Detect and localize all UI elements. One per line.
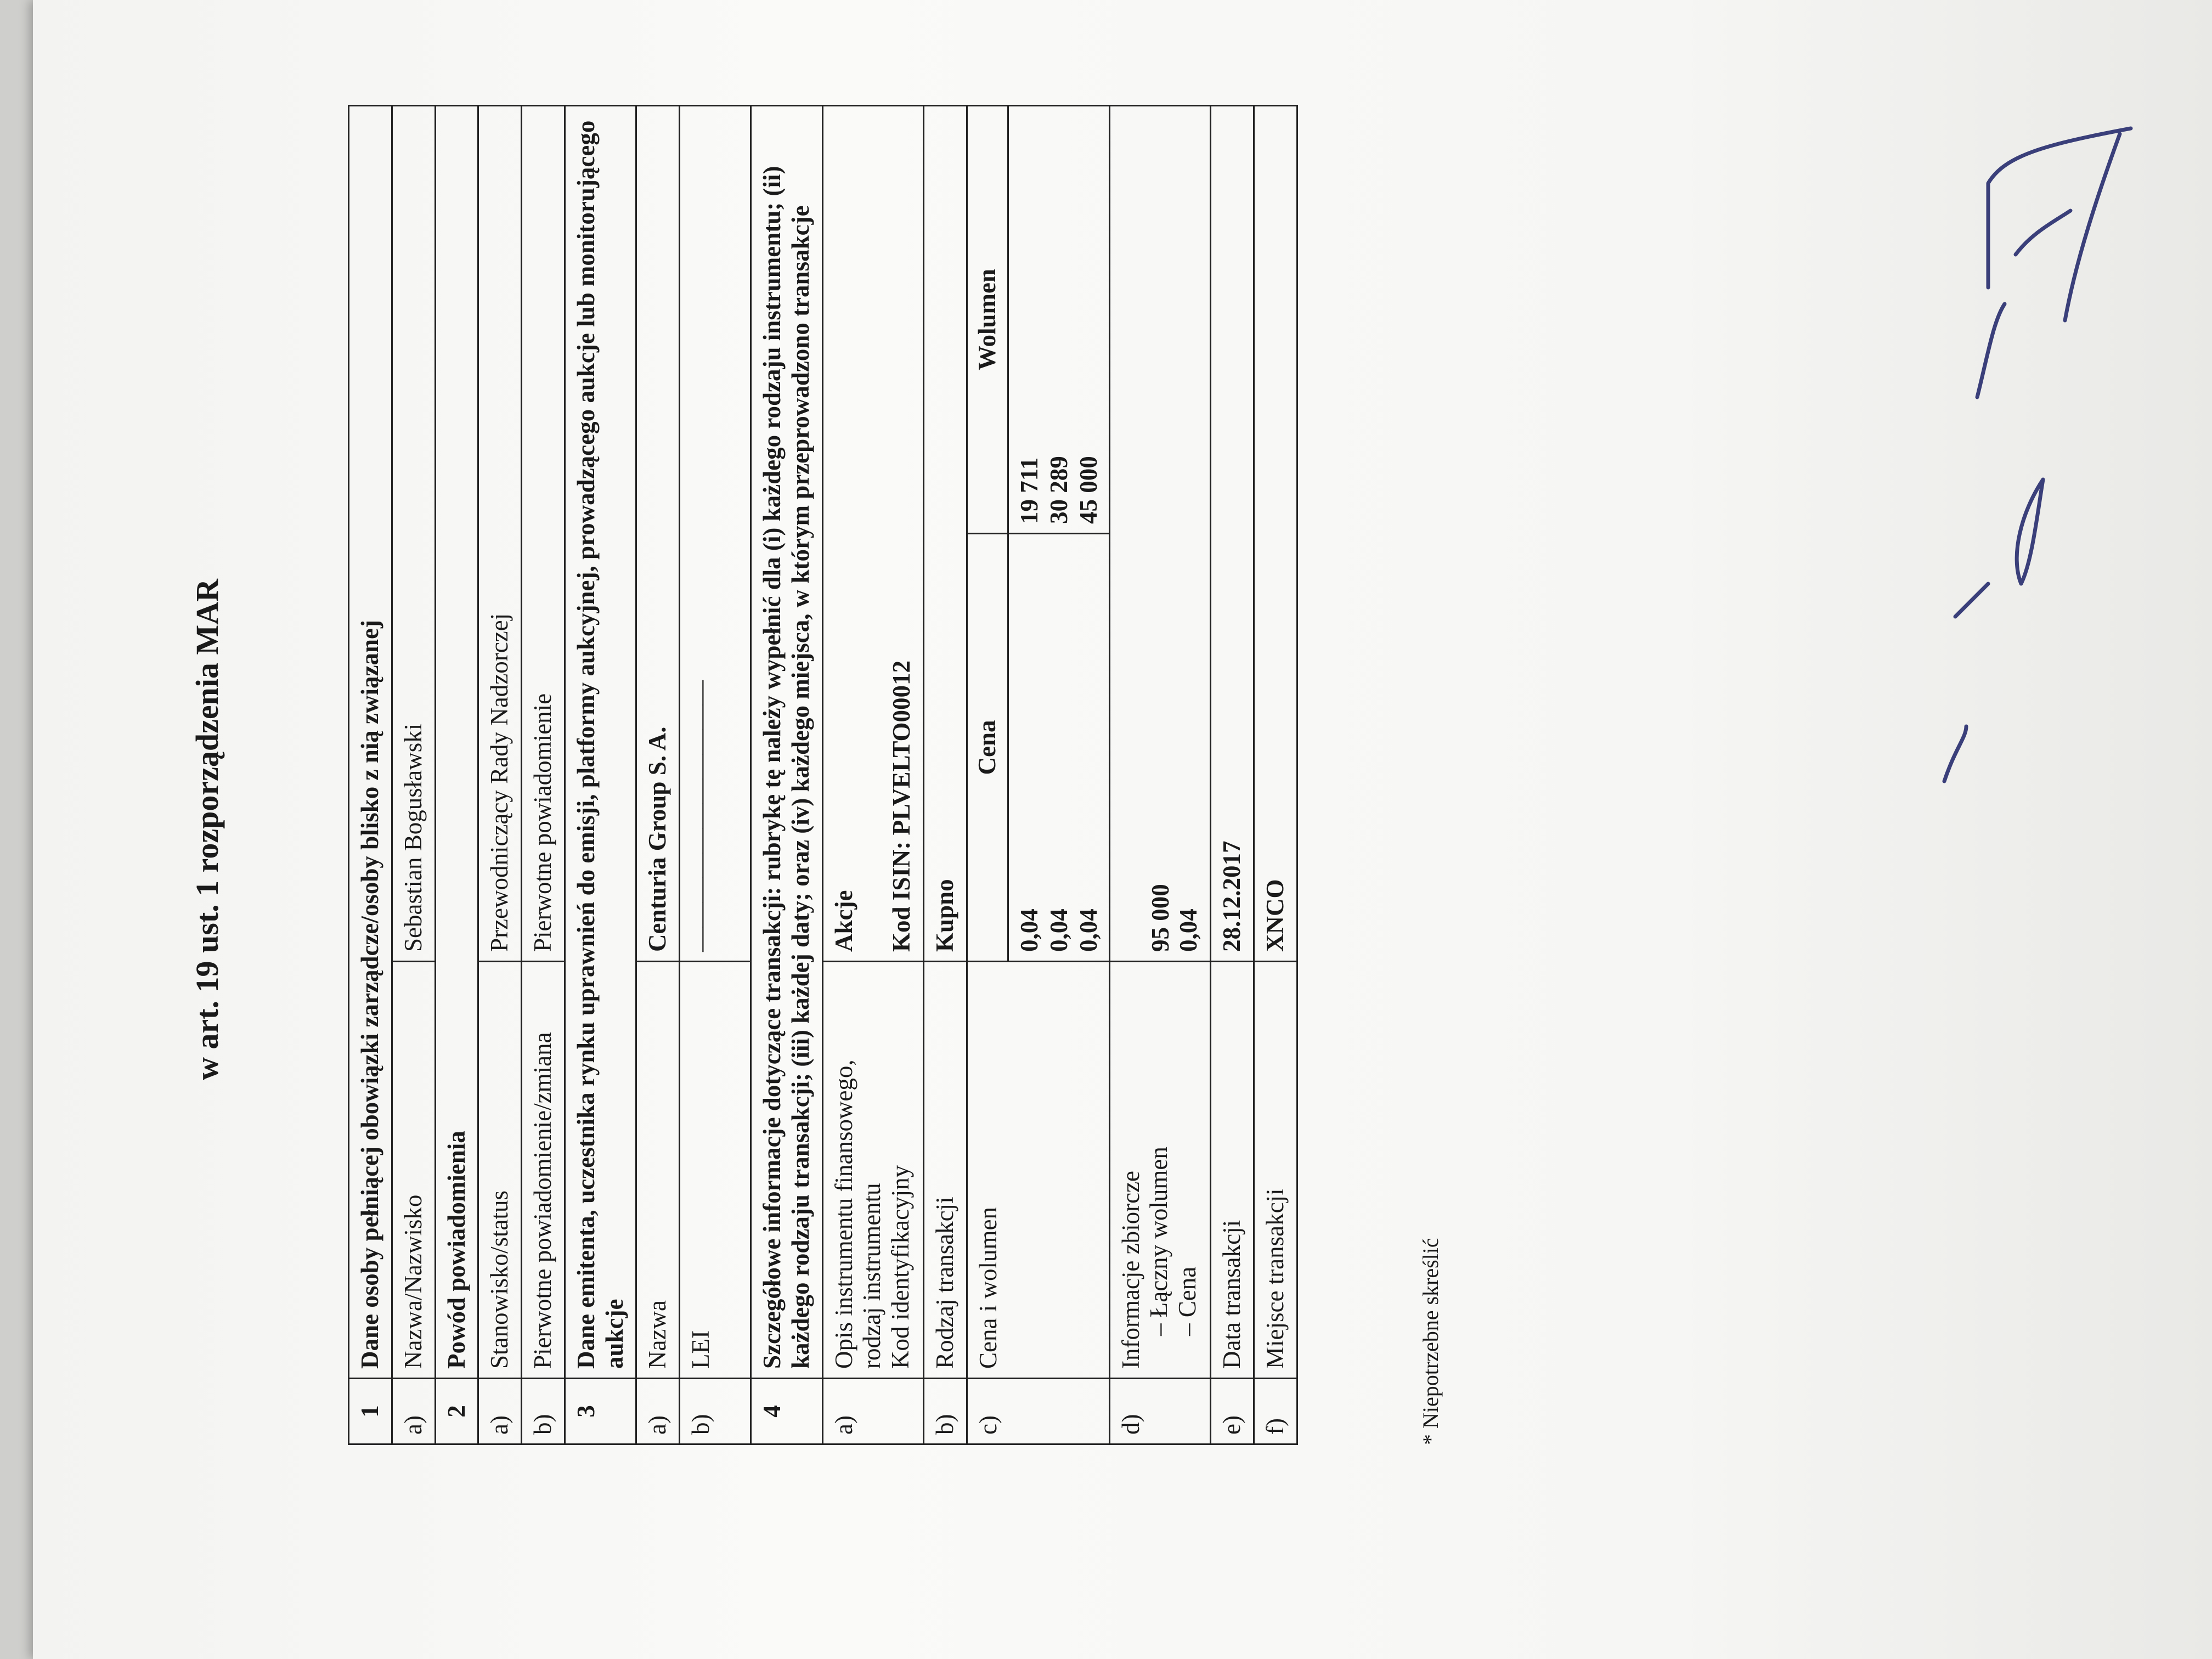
row-letter: b) bbox=[522, 1379, 565, 1444]
average-price: 0,04 bbox=[1175, 909, 1203, 952]
section-1-header bbox=[349, 105, 392, 1444]
document-title: w art. 19 ust. 1 rozporządzenia MAR bbox=[189, 579, 225, 1080]
row-s2-a bbox=[478, 105, 522, 1444]
row-s3-b bbox=[680, 105, 751, 1444]
field-label: Rodzaj transakcji bbox=[924, 962, 967, 1379]
paper-sheet bbox=[33, 0, 2212, 1659]
row-s4-a bbox=[822, 105, 924, 1444]
price-values bbox=[1008, 534, 1109, 961]
row-s4-b bbox=[924, 105, 967, 1444]
label-line: Informacje zbiorcze bbox=[1116, 1170, 1144, 1369]
field-label: Pierwotne powiadomienie/zmiana bbox=[522, 962, 565, 1379]
field-label: Cena i wolumen bbox=[967, 962, 1109, 1379]
row-letter: a) bbox=[392, 1379, 435, 1444]
row-s1-a bbox=[392, 105, 435, 1444]
row-letter: a) bbox=[822, 1379, 924, 1444]
field-value: 28.12.2017 bbox=[1211, 105, 1254, 961]
field-value: Sebastian Bogusławski bbox=[392, 105, 435, 961]
section-title: Szczegółowe informacje dotyczące transakcji: rubrykę tę należy wypełnić dla (i) każdego rodzaju instrumentu; (ii) każdego rodzaju transakcji; (iii) każdej daty; oraz (iv) każdego miejsca, w którym przeprowadzono transakcje bbox=[751, 105, 823, 1378]
label-line: Opis instrumentu finansowego, bbox=[830, 1059, 857, 1369]
field-label: Nazwa/Nazwisko bbox=[392, 962, 435, 1379]
row-letter: b) bbox=[680, 1379, 751, 1444]
field-label: Nazwa bbox=[636, 962, 680, 1379]
row-s4-e bbox=[1211, 105, 1254, 1444]
field-value bbox=[1109, 105, 1211, 961]
section-title: Dane osoby pełniącej obowiązki zarządcze/osoby blisko z nią związanej bbox=[349, 105, 392, 1378]
price-header: Cena bbox=[968, 534, 1008, 961]
row-letter: a) bbox=[478, 1379, 522, 1444]
field-label bbox=[1109, 962, 1211, 1379]
field-label: Data transakcji bbox=[1211, 962, 1254, 1379]
total-volume: 95 000 bbox=[1146, 884, 1174, 952]
notification-form-table bbox=[348, 105, 1298, 1445]
volume-value: 30 289 bbox=[1045, 456, 1073, 524]
section-4-header bbox=[751, 105, 823, 1444]
rotated-page bbox=[35, 0, 2208, 1659]
section-3-header bbox=[565, 105, 636, 1444]
field-value: Przewodniczący Rady Nadzorczej bbox=[478, 105, 522, 961]
field-value: Kupno bbox=[924, 105, 967, 961]
price-volume-cell bbox=[967, 105, 1109, 961]
field-label: LEI bbox=[680, 962, 751, 1379]
row-letter: e) bbox=[1211, 1379, 1254, 1444]
section-number: 3 bbox=[565, 1379, 636, 1444]
volume-value: 45 000 bbox=[1074, 456, 1102, 524]
row-s4-d bbox=[1109, 105, 1211, 1444]
label-line: Kod identyfikacyjny bbox=[887, 1165, 914, 1369]
row-s3-a bbox=[636, 105, 680, 1444]
field-value: Pierwotne powiadomienie bbox=[522, 105, 565, 961]
section-2-header bbox=[435, 105, 478, 1444]
row-s2-b bbox=[522, 105, 565, 1444]
section-title: Dane emitenta, uczestnika rynku uprawnień do emisji, platformy aukcyjnej, prowadzącego aukcje lub monitorującego aukcje bbox=[565, 105, 636, 1378]
price-value: 0,04 bbox=[1045, 909, 1073, 952]
row-letter: f) bbox=[1254, 1379, 1297, 1444]
volume-values bbox=[1008, 106, 1109, 534]
field-label: Stanowisko/status bbox=[478, 962, 522, 1379]
label-line: rodzaj instrumentu bbox=[858, 1183, 886, 1369]
price-value: 0,04 bbox=[1015, 909, 1043, 952]
row-letter: d) bbox=[1109, 1379, 1211, 1444]
footnote: * Niepotrzebne skreślić bbox=[1418, 1238, 1443, 1445]
volume-header: Wolumen bbox=[968, 106, 1008, 534]
isin-code: Kod ISIN: PLVELTO00012 bbox=[888, 660, 916, 952]
row-s4-f bbox=[1254, 105, 1297, 1444]
label-line: – Łączny wolumen bbox=[1145, 1147, 1173, 1336]
field-label bbox=[822, 962, 924, 1379]
row-s4-c bbox=[967, 105, 1109, 1444]
label-line: – Cena bbox=[1173, 1266, 1201, 1336]
field-value bbox=[822, 105, 924, 961]
volume-value: 19 711 bbox=[1015, 457, 1043, 524]
field-value: XNCO bbox=[1254, 105, 1297, 961]
field-value: ——————————— bbox=[680, 105, 751, 961]
row-letter: c) bbox=[967, 1379, 1109, 1444]
row-letter: b) bbox=[924, 1379, 967, 1444]
section-number: 4 bbox=[751, 1379, 823, 1444]
section-title: Powód powiadomienia bbox=[435, 105, 478, 1378]
field-value: Centuria Group S. A. bbox=[636, 105, 680, 961]
row-letter: a) bbox=[636, 1379, 680, 1444]
price-volume-table bbox=[968, 106, 1109, 961]
instrument-type: Akcje bbox=[830, 890, 857, 952]
section-number: 1 bbox=[349, 1379, 392, 1444]
price-value: 0,04 bbox=[1074, 909, 1102, 952]
field-label: Miejsce transakcji bbox=[1254, 962, 1297, 1379]
section-number: 2 bbox=[435, 1379, 478, 1444]
